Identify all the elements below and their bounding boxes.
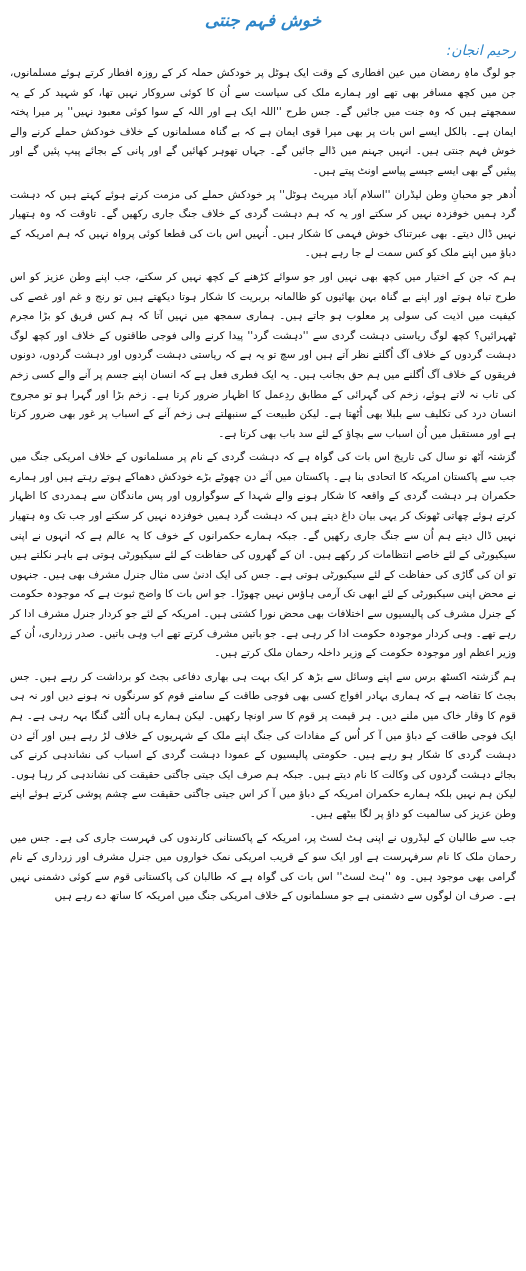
article-paragraph: گزشتہ آٹھ نو سال کی تاریخ اس بات کی گواہ ہے کہ دہشت گردی کے نام پر مسلمانوں کے خلاف امریکی جنگ میں جب سے پاکستان امریکہ کا اتحادی بنا ہے۔ پاکستان میں آئے دن چھوٹے بڑے خودکش دھماکے ہوتے رہتے ہیں اور ہمارے حکمران ہر دہشت گردی کے واقعہ کا شکار ہونے والے شہدا کے سوگواروں اور پس ماندگان سے ہمدردی کا اظہار کرتے ہوئے چھاتی ٹھونک کر یہی بیان داغ دیتے ہیں کہ دہشت گرد ہمیں خوفزدہ نہیں کر سکتے اور جب تک وہ ہتھیار نہیں ڈال دیتے ہم اُن سے جنگ جاری رکھیں گے۔ جبکہ ہمارے حکمرانوں کے خوف کا یہ عالم ہے کہ انہوں نے اپنی سیکیورٹی کے لئے خاصے انتظامات کر رکھے ہیں۔ ان کے گھروں کی حفاظت کے لئے سیکیورٹی ہوتی ہے باہر نکلتے ہیں تو ان کی گاڑی کی حفاظت کے لئے سیکیورٹی ہوتی ہے۔ جس کی ایک ادنیٰ سی مثال جنرل مشرف بھی ہیں۔ جنہوں نے محض اپنی سیکیورٹی کے لئے ابھی تک آرمی ہاؤس نہیں چھوڑا۔ جو اس بات کا واضح ثبوت ہے کہ موجودہ حکومت کے جنرل مشرف کی پالیسیوں سے اختلافات بھی محض نورا کشتی ہیں۔ امریکہ کے لئے جو کردار جنرل مشرف ادا کر رہے تھے۔ وہی کردار موجودہ حکومت ادا کر رہی ہے۔ جو باتیں مشرف کرتے تھے اب وہی باتیں۔ صدر زرداری، اُن کے وزیر اعظم اور موجودہ حکومت کے وزیر داخلہ رحمان ملک کرتے ہیں۔ bbox=[10, 451, 516, 660]
article-paragraph: ہم کہ جن کے اختیار میں کچھ بھی نہیں اور جو سوائے کڑھنے کے کچھ نہیں کر سکتے، جب اپنے وطن عزیز کو اس طرح تباہ ہوتے اور اپنے بے گناہ بہن بھائیوں کو ظالمانہ بربریت کا شکار ہوتا دیکھتے ہیں تو رنج و غم اور غصے کی کیفیت میں اذیت کی سولی پر معلوب ہو جاتے ہیں۔ ہماری سمجھ میں نہیں آتا کہ ہم کس فریق کو بڑا مجرم ٹھہرائیں؟ کچھ لوگ ریاستی دہشت گردی سے ''دہشت گرد'' پیدا کرنے والی فوجی طاقتوں کے خلاف اور کچھ لوگ دہشت گردوں کے خلاف آگ اُگلتے نظر آتے ہیں اور سچ تو یہ ہے کہ ریاستی دہشت گردوں اور دہشت گردوں، دونوں فریقوں کے خلاف آگ اُگلنے میں ہم حق بجانب ہیں۔ یہ ایک فطری فعل ہے کہ انسان اپنے جسم پر آنے والے کسی زخم کی تاب نہ لاتے ہوئے، زخم کی گہرائی کے مطابق ردِعمل کا اظہار ضرور کرتا ہے۔ زخم بڑا اور گہرا ہو تو مجروح انسان درد کی تکلیف سے بلبلا بھی اُٹھتا ہے۔ لیکن طبیعت کے سنبھلتے ہی زخم آنے کے اسباب پر غور بھی ضرور کرتا ہے اور مستقبل میں اُن اسباب سے بچاؤ کے لئے سد باب بھی کرتا ہے۔ bbox=[10, 270, 516, 440]
article-paragraph: جو لوگ ماہِ رمضان میں عین افطاری کے وقت ایک ہوٹل پر خودکش حملہ کر کے روزہ افطار کرتے ہوئے مسلمانوں، جن میں کچھ مسافر بھی تھے اور ہمارے ملک کی سیاست سے اُن کا کوئی سروکار نہیں تھا، کو شہید کر کے یہ سمجھتے ہیں کہ وہ جنت میں جائیں گے۔ جس طرح ''اللہ ایک ہے اور اللہ کے سوا کوئی معبود نہیں'' پر میرا پختہ ایمان ہے۔ بالکل ایسے اس بات پر بھی میرا قوی ایمان ہے کہ بے گناہ مسلمانوں کے خلاف خودکش حملے کرنے والے خوش فہم جنتی ہیں۔ انہیں جہنم میں ڈالے جائیں گے۔ جہاں تھوہر کھائیں گے اور پانی کے بجائے پیپ پئیں گے اور پیئیں گے بھی ایسے جیسے پیاسے اونٹ پیتے ہیں۔ bbox=[10, 67, 516, 177]
article-paragraph: جب سے طالبان کے لیڈروں نے اپنی ہٹ لسٹ پر، امریکہ کے پاکستانی کارندوں کی فہرست جاری کی ہے۔ جس میں رحمان ملک کا نام سرفہرست ہے اور ایک سو کے قریب امریکی نمک خواروں میں جنرل مشرف اور زرداری کے نام گرامی بھی موجود ہیں۔ وہ ''ہٹ لسٹ'' اس بات کی گواہ ہے کہ طالبان کی پاکستانی قوم سے کوئی دشمنی نہیں ہے۔ صرف ان لوگوں سے دشمنی ہے جو مسلمانوں کے خلاف امریکی جنگ میں امریکہ کا ساتھ دے رہے ہیں bbox=[10, 831, 516, 903]
article-title: خوش فہم جنتی bbox=[204, 11, 322, 31]
author-byline: رحیم انجان: bbox=[446, 43, 516, 59]
article-body bbox=[10, 64, 516, 907]
article-paragraph: ہم گزشتہ اکسٹھ برس سے اپنے وسائل سے بڑھ کر ایک بہت ہی بھاری دفاعی بجٹ کو برداشت کر رہے ہیں۔ جس بجٹ کا تقاضہ ہے کہ ہماری بہادر افواج کسی بھی فوجی طاقت کے سامنے قوم کو سرنگوں نہ ہونے دیں اور نہ ہی قوم کا وقار خاک میں ملنے دیں۔ ہر قیمت پر قوم کا سر اونچا رکھیں۔ لیکن ہمارے ہاں اُلٹی گنگا بہہ رہی ہے۔ ہم ایک فوجی طاقت کے دباؤ میں آ کر اُس کے مفادات کی جنگ اپنے ملک کے شہریوں کے خلاف لڑ رہے ہیں اور آئے دن دہشت گردی کا شکار ہو رہے ہیں۔ حکومتی پالیسیوں کے عمودا دہشت گردی کے اسباب کی نشاندہی کرنے کی بجائے دہشت گردوں کی وکالت کا نام دیتے ہیں۔ جبکہ ہم صرف ایک جیتی جاگتی حقیقت کی نشاندہی کر رہا ہوں۔ لیکن ہم نہیں بلکہ ہمارے حکمران امریکہ کے دباؤ میں آ کر اس جیتی جاگتی حقیقت سے چشم پوشی کرتے ہوئے اپنے وطن عزیز کی سالمیت کو داؤ پر لگا بیٹھے ہیں۔ bbox=[10, 670, 516, 820]
article-paragraph: اُدھر جو محبانِ وطن لیڈران ''اسلام آباد میریٹ ہوٹل'' پر خودکش حملے کی مزمت کرتے ہوئے کہتے ہیں کہ دہشت گرد ہمیں خوفزدہ نہیں کر سکتے اور یہ کہ ہم دہشت گردی کے خلاف جنگ جاری رکھیں گے۔ تاوقت کہ وہ ہتھیار نہیں ڈال دیتے۔ بھی عبرتناک خوش فہمی کا شکار ہیں۔ اُنہیں اس بات کی قطعا کوئی پرواہ نہیں کہ ہم امریکہ کے دباؤ میں اپنے ملک کو کس سمت لے جا رہے ہیں۔ bbox=[10, 188, 516, 260]
